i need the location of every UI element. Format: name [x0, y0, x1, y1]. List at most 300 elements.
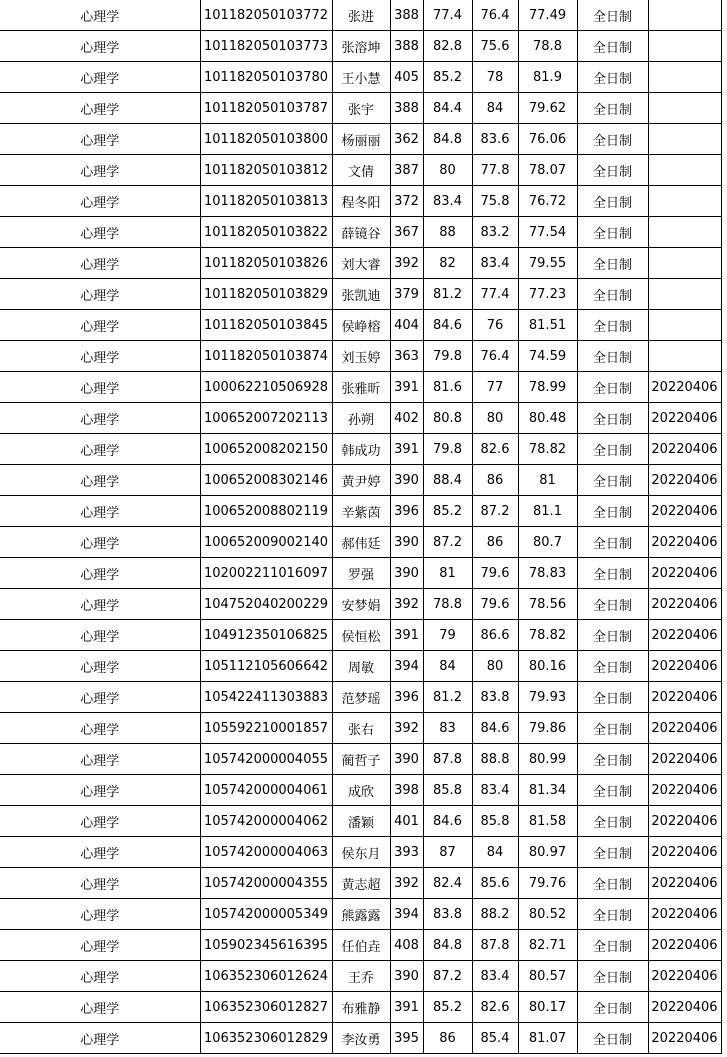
- major-cell: 心理学: [0, 155, 200, 186]
- initial-score-cell: 390: [390, 527, 423, 558]
- retest-score-cell: 79: [423, 620, 472, 651]
- interview-score-cell: 77.4: [472, 279, 518, 310]
- interview-score-cell: 83.4: [472, 248, 518, 279]
- retest-score-cell: 84.4: [423, 93, 472, 124]
- name-cell: 刘大睿: [332, 248, 390, 279]
- date-cell: 20220406: [648, 868, 721, 899]
- date-cell: 20220406: [648, 496, 721, 527]
- date-cell: 20220406: [648, 1023, 721, 1054]
- name-cell: 程冬阳: [332, 186, 390, 217]
- table-row: [0, 31, 721, 62]
- study-mode-cell: 全日制: [577, 744, 648, 775]
- initial-score-cell: 393: [390, 837, 423, 868]
- major-cell: 心理学: [0, 837, 200, 868]
- study-mode-cell: 全日制: [577, 217, 648, 248]
- study-mode-cell: 全日制: [577, 558, 648, 589]
- table-row: [0, 496, 721, 527]
- major-cell: 心理学: [0, 527, 200, 558]
- date-cell: 20220406: [648, 961, 721, 992]
- major-cell: 心理学: [0, 279, 200, 310]
- major-cell: 心理学: [0, 620, 200, 651]
- initial-score-cell: 387: [390, 155, 423, 186]
- table-row: [0, 217, 721, 248]
- retest-score-cell: 84.8: [423, 124, 472, 155]
- table-row: [0, 279, 721, 310]
- table-row: [0, 527, 721, 558]
- major-cell: 心理学: [0, 682, 200, 713]
- exam-id-cell: 101182050103874: [200, 341, 332, 372]
- interview-score-cell: 83.4: [472, 775, 518, 806]
- initial-score-cell: 394: [390, 651, 423, 682]
- total-score-cell: 80.16: [518, 651, 577, 682]
- table-row: [0, 868, 721, 899]
- table-row: [0, 372, 721, 403]
- date-cell: 20220406: [648, 403, 721, 434]
- total-score-cell: 81.58: [518, 806, 577, 837]
- study-mode-cell: 全日制: [577, 961, 648, 992]
- major-cell: 心理学: [0, 186, 200, 217]
- date-cell: 20220406: [648, 620, 721, 651]
- interview-score-cell: 84: [472, 837, 518, 868]
- interview-score-cell: 77.8: [472, 155, 518, 186]
- major-cell: 心理学: [0, 0, 200, 31]
- name-cell: 郝伟廷: [332, 527, 390, 558]
- retest-score-cell: 85.2: [423, 62, 472, 93]
- exam-id-cell: 100652008202150: [200, 434, 332, 465]
- retest-score-cell: 84.6: [423, 310, 472, 341]
- interview-score-cell: 85.8: [472, 806, 518, 837]
- retest-score-cell: 85.8: [423, 775, 472, 806]
- name-cell: 韩成功: [332, 434, 390, 465]
- study-mode-cell: 全日制: [577, 341, 648, 372]
- name-cell: 成欣: [332, 775, 390, 806]
- study-mode-cell: 全日制: [577, 837, 648, 868]
- date-cell: 20220406: [648, 465, 721, 496]
- date-cell: [648, 279, 721, 310]
- date-cell: 20220406: [648, 372, 721, 403]
- major-cell: 心理学: [0, 403, 200, 434]
- name-cell: 周敏: [332, 651, 390, 682]
- study-mode-cell: 全日制: [577, 62, 648, 93]
- total-score-cell: 81.9: [518, 62, 577, 93]
- major-cell: 心理学: [0, 310, 200, 341]
- major-cell: 心理学: [0, 868, 200, 899]
- major-cell: 心理学: [0, 124, 200, 155]
- name-cell: 罗强: [332, 558, 390, 589]
- major-cell: 心理学: [0, 558, 200, 589]
- exam-id-cell: 102002211016097: [200, 558, 332, 589]
- total-score-cell: 76.72: [518, 186, 577, 217]
- total-score-cell: 78.56: [518, 589, 577, 620]
- initial-score-cell: 394: [390, 899, 423, 930]
- major-cell: 心理学: [0, 930, 200, 961]
- study-mode-cell: 全日制: [577, 465, 648, 496]
- initial-score-cell: 395: [390, 1023, 423, 1054]
- total-score-cell: 80.97: [518, 837, 577, 868]
- name-cell: 王乔: [332, 961, 390, 992]
- initial-score-cell: 396: [390, 682, 423, 713]
- major-cell: 心理学: [0, 775, 200, 806]
- initial-score-cell: 391: [390, 372, 423, 403]
- major-cell: 心理学: [0, 496, 200, 527]
- total-score-cell: 80.7: [518, 527, 577, 558]
- total-score-cell: 81.51: [518, 310, 577, 341]
- exam-id-cell: 106352306012827: [200, 992, 332, 1023]
- date-cell: 20220406: [648, 837, 721, 868]
- retest-score-cell: 87.2: [423, 961, 472, 992]
- initial-score-cell: 388: [390, 93, 423, 124]
- exam-id-cell: 105742000004062: [200, 806, 332, 837]
- retest-score-cell: 80: [423, 155, 472, 186]
- exam-id-cell: 105112105606642: [200, 651, 332, 682]
- name-cell: 张雅昕: [332, 372, 390, 403]
- exam-id-cell: 101182050103829: [200, 279, 332, 310]
- initial-score-cell: 408: [390, 930, 423, 961]
- date-cell: [648, 155, 721, 186]
- total-score-cell: 79.86: [518, 713, 577, 744]
- initial-score-cell: 372: [390, 186, 423, 217]
- interview-score-cell: 86: [472, 465, 518, 496]
- interview-score-cell: 84: [472, 93, 518, 124]
- study-mode-cell: 全日制: [577, 248, 648, 279]
- table-row: [0, 930, 721, 961]
- interview-score-cell: 75.8: [472, 186, 518, 217]
- table-row: [0, 0, 721, 31]
- table-row: [0, 186, 721, 217]
- name-cell: 辛紫茵: [332, 496, 390, 527]
- table-row: [0, 341, 721, 372]
- exam-id-cell: 101182050103813: [200, 186, 332, 217]
- table-row: [0, 248, 721, 279]
- name-cell: 侯恒松: [332, 620, 390, 651]
- name-cell: 王小慧: [332, 62, 390, 93]
- date-cell: 20220406: [648, 930, 721, 961]
- major-cell: 心理学: [0, 713, 200, 744]
- exam-id-cell: 100652007202113: [200, 403, 332, 434]
- interview-score-cell: 80: [472, 651, 518, 682]
- total-score-cell: 78.99: [518, 372, 577, 403]
- total-score-cell: 76.06: [518, 124, 577, 155]
- initial-score-cell: 390: [390, 961, 423, 992]
- exam-id-cell: 106352306012829: [200, 1023, 332, 1054]
- retest-score-cell: 81.2: [423, 279, 472, 310]
- retest-score-cell: 85.2: [423, 992, 472, 1023]
- retest-score-cell: 84.6: [423, 806, 472, 837]
- date-cell: [648, 248, 721, 279]
- study-mode-cell: 全日制: [577, 279, 648, 310]
- name-cell: 张凯迪: [332, 279, 390, 310]
- study-mode-cell: 全日制: [577, 775, 648, 806]
- interview-score-cell: 76: [472, 310, 518, 341]
- name-cell: 范梦瑶: [332, 682, 390, 713]
- name-cell: 黄志超: [332, 868, 390, 899]
- interview-score-cell: 78: [472, 62, 518, 93]
- initial-score-cell: 392: [390, 868, 423, 899]
- initial-score-cell: 388: [390, 31, 423, 62]
- interview-score-cell: 88.8: [472, 744, 518, 775]
- name-cell: 黄尹婷: [332, 465, 390, 496]
- major-cell: 心理学: [0, 31, 200, 62]
- name-cell: 侯东月: [332, 837, 390, 868]
- major-cell: 心理学: [0, 589, 200, 620]
- table-row: [0, 899, 721, 930]
- initial-score-cell: 392: [390, 713, 423, 744]
- total-score-cell: 79.93: [518, 682, 577, 713]
- retest-score-cell: 86: [423, 1023, 472, 1054]
- total-score-cell: 80.17: [518, 992, 577, 1023]
- exam-id-cell: 104752040200229: [200, 589, 332, 620]
- total-score-cell: 78.82: [518, 620, 577, 651]
- date-cell: 20220406: [648, 527, 721, 558]
- date-cell: 20220406: [648, 682, 721, 713]
- major-cell: 心理学: [0, 248, 200, 279]
- initial-score-cell: 391: [390, 620, 423, 651]
- exam-id-cell: 106352306012624: [200, 961, 332, 992]
- retest-score-cell: 80.8: [423, 403, 472, 434]
- interview-score-cell: 86: [472, 527, 518, 558]
- table-row: [0, 744, 721, 775]
- exam-id-cell: 101182050103822: [200, 217, 332, 248]
- name-cell: 刘玉婷: [332, 341, 390, 372]
- initial-score-cell: 390: [390, 558, 423, 589]
- retest-score-cell: 78.8: [423, 589, 472, 620]
- exam-id-cell: 105742000004061: [200, 775, 332, 806]
- exam-id-cell: 104912350106825: [200, 620, 332, 651]
- exam-id-cell: 100652008802119: [200, 496, 332, 527]
- study-mode-cell: 全日制: [577, 93, 648, 124]
- study-mode-cell: 全日制: [577, 434, 648, 465]
- study-mode-cell: 全日制: [577, 155, 648, 186]
- total-score-cell: 74.59: [518, 341, 577, 372]
- major-cell: 心理学: [0, 899, 200, 930]
- interview-score-cell: 83.8: [472, 682, 518, 713]
- exam-id-cell: 101182050103812: [200, 155, 332, 186]
- total-score-cell: 81: [518, 465, 577, 496]
- retest-score-cell: 77.4: [423, 0, 472, 31]
- table-row: [0, 682, 721, 713]
- retest-score-cell: 88: [423, 217, 472, 248]
- total-score-cell: 79.55: [518, 248, 577, 279]
- total-score-cell: 79.76: [518, 868, 577, 899]
- exam-id-cell: 105742000004355: [200, 868, 332, 899]
- retest-score-cell: 81.6: [423, 372, 472, 403]
- initial-score-cell: 396: [390, 496, 423, 527]
- total-score-cell: 80.99: [518, 744, 577, 775]
- initial-score-cell: 390: [390, 744, 423, 775]
- exam-id-cell: 101182050103787: [200, 93, 332, 124]
- initial-score-cell: 388: [390, 0, 423, 31]
- table-row: [0, 403, 721, 434]
- table-row: [0, 1023, 721, 1054]
- major-cell: 心理学: [0, 651, 200, 682]
- interview-score-cell: 87.8: [472, 930, 518, 961]
- exam-id-cell: 100652009002140: [200, 527, 332, 558]
- table-row: [0, 465, 721, 496]
- exam-id-cell: 101182050103800: [200, 124, 332, 155]
- major-cell: 心理学: [0, 744, 200, 775]
- initial-score-cell: 362: [390, 124, 423, 155]
- exam-id-cell: 101182050103826: [200, 248, 332, 279]
- interview-score-cell: 80: [472, 403, 518, 434]
- retest-score-cell: 87.8: [423, 744, 472, 775]
- table-row: [0, 93, 721, 124]
- table-row: [0, 310, 721, 341]
- total-score-cell: 78.07: [518, 155, 577, 186]
- interview-score-cell: 82.6: [472, 992, 518, 1023]
- total-score-cell: 80.52: [518, 899, 577, 930]
- retest-score-cell: 81.2: [423, 682, 472, 713]
- interview-score-cell: 87.2: [472, 496, 518, 527]
- retest-score-cell: 82: [423, 248, 472, 279]
- total-score-cell: 78.83: [518, 558, 577, 589]
- exam-id-cell: 105742000004063: [200, 837, 332, 868]
- major-cell: 心理学: [0, 372, 200, 403]
- table-row: [0, 62, 721, 93]
- total-score-cell: 77.49: [518, 0, 577, 31]
- name-cell: 任伯垚: [332, 930, 390, 961]
- date-cell: 20220406: [648, 713, 721, 744]
- exam-id-cell: 101182050103845: [200, 310, 332, 341]
- total-score-cell: 81.34: [518, 775, 577, 806]
- interview-score-cell: 79.6: [472, 589, 518, 620]
- study-mode-cell: 全日制: [577, 403, 648, 434]
- major-cell: 心理学: [0, 434, 200, 465]
- table-row: [0, 651, 721, 682]
- name-cell: 潘颖: [332, 806, 390, 837]
- date-cell: 20220406: [648, 775, 721, 806]
- retest-score-cell: 84: [423, 651, 472, 682]
- initial-score-cell: 401: [390, 806, 423, 837]
- total-score-cell: 77.54: [518, 217, 577, 248]
- exam-id-cell: 101182050103780: [200, 62, 332, 93]
- major-cell: 心理学: [0, 217, 200, 248]
- interview-score-cell: 82.6: [472, 434, 518, 465]
- interview-score-cell: 83.4: [472, 961, 518, 992]
- study-mode-cell: 全日制: [577, 651, 648, 682]
- initial-score-cell: 402: [390, 403, 423, 434]
- date-cell: [648, 62, 721, 93]
- name-cell: 侯峥榕: [332, 310, 390, 341]
- study-mode-cell: 全日制: [577, 713, 648, 744]
- study-mode-cell: 全日制: [577, 992, 648, 1023]
- retest-score-cell: 79.8: [423, 341, 472, 372]
- study-mode-cell: 全日制: [577, 496, 648, 527]
- total-score-cell: 77.23: [518, 279, 577, 310]
- initial-score-cell: 391: [390, 434, 423, 465]
- retest-score-cell: 88.4: [423, 465, 472, 496]
- table-row: [0, 806, 721, 837]
- table-row: [0, 961, 721, 992]
- name-cell: 熊露露: [332, 899, 390, 930]
- interview-score-cell: 83.6: [472, 124, 518, 155]
- retest-score-cell: 87: [423, 837, 472, 868]
- major-cell: 心理学: [0, 992, 200, 1023]
- total-score-cell: 78.82: [518, 434, 577, 465]
- study-mode-cell: 全日制: [577, 868, 648, 899]
- table-row: [0, 124, 721, 155]
- table-row: [0, 589, 721, 620]
- date-cell: [648, 310, 721, 341]
- study-mode-cell: 全日制: [577, 806, 648, 837]
- date-cell: 20220406: [648, 899, 721, 930]
- table-row: [0, 620, 721, 651]
- table-row: [0, 558, 721, 589]
- date-cell: [648, 217, 721, 248]
- name-cell: 孙朔: [332, 403, 390, 434]
- study-mode-cell: 全日制: [577, 1023, 648, 1054]
- initial-score-cell: 367: [390, 217, 423, 248]
- date-cell: 20220406: [648, 744, 721, 775]
- table-row: [0, 837, 721, 868]
- name-cell: 布雅静: [332, 992, 390, 1023]
- major-cell: 心理学: [0, 1023, 200, 1054]
- exam-id-cell: 105902345616395: [200, 930, 332, 961]
- retest-score-cell: 83.4: [423, 186, 472, 217]
- initial-score-cell: 405: [390, 62, 423, 93]
- initial-score-cell: 391: [390, 992, 423, 1023]
- interview-score-cell: 88.2: [472, 899, 518, 930]
- interview-score-cell: 79.6: [472, 558, 518, 589]
- study-mode-cell: 全日制: [577, 930, 648, 961]
- name-cell: 张宇: [332, 93, 390, 124]
- retest-score-cell: 82.4: [423, 868, 472, 899]
- table-row: [0, 434, 721, 465]
- interview-score-cell: 86.6: [472, 620, 518, 651]
- total-score-cell: 78.8: [518, 31, 577, 62]
- total-score-cell: 80.57: [518, 961, 577, 992]
- date-cell: [648, 186, 721, 217]
- exam-id-cell: 100652008302146: [200, 465, 332, 496]
- exam-id-cell: 100062210506928: [200, 372, 332, 403]
- interview-score-cell: 77: [472, 372, 518, 403]
- total-score-cell: 82.71: [518, 930, 577, 961]
- study-mode-cell: 全日制: [577, 620, 648, 651]
- date-cell: [648, 0, 721, 31]
- total-score-cell: 79.62: [518, 93, 577, 124]
- exam-id-cell: 105742000005349: [200, 899, 332, 930]
- date-cell: 20220406: [648, 651, 721, 682]
- table-row: [0, 155, 721, 186]
- retest-score-cell: 85.2: [423, 496, 472, 527]
- initial-score-cell: 390: [390, 465, 423, 496]
- initial-score-cell: 379: [390, 279, 423, 310]
- interview-score-cell: 85.4: [472, 1023, 518, 1054]
- exam-id-cell: 105422411303883: [200, 682, 332, 713]
- date-cell: 20220406: [648, 992, 721, 1023]
- study-mode-cell: 全日制: [577, 899, 648, 930]
- interview-score-cell: 75.6: [472, 31, 518, 62]
- study-mode-cell: 全日制: [577, 682, 648, 713]
- initial-score-cell: 392: [390, 589, 423, 620]
- study-mode-cell: 全日制: [577, 0, 648, 31]
- date-cell: 20220406: [648, 589, 721, 620]
- study-mode-cell: 全日制: [577, 527, 648, 558]
- initial-score-cell: 404: [390, 310, 423, 341]
- table-row: [0, 992, 721, 1023]
- study-mode-cell: 全日制: [577, 31, 648, 62]
- study-mode-cell: 全日制: [577, 372, 648, 403]
- date-cell: [648, 341, 721, 372]
- interview-score-cell: 85.6: [472, 868, 518, 899]
- name-cell: 李汝勇: [332, 1023, 390, 1054]
- exam-id-cell: 101182050103773: [200, 31, 332, 62]
- name-cell: 蔺哲子: [332, 744, 390, 775]
- date-cell: 20220406: [648, 558, 721, 589]
- exam-id-cell: 105592210001857: [200, 713, 332, 744]
- date-cell: [648, 31, 721, 62]
- study-mode-cell: 全日制: [577, 124, 648, 155]
- retest-score-cell: 83.8: [423, 899, 472, 930]
